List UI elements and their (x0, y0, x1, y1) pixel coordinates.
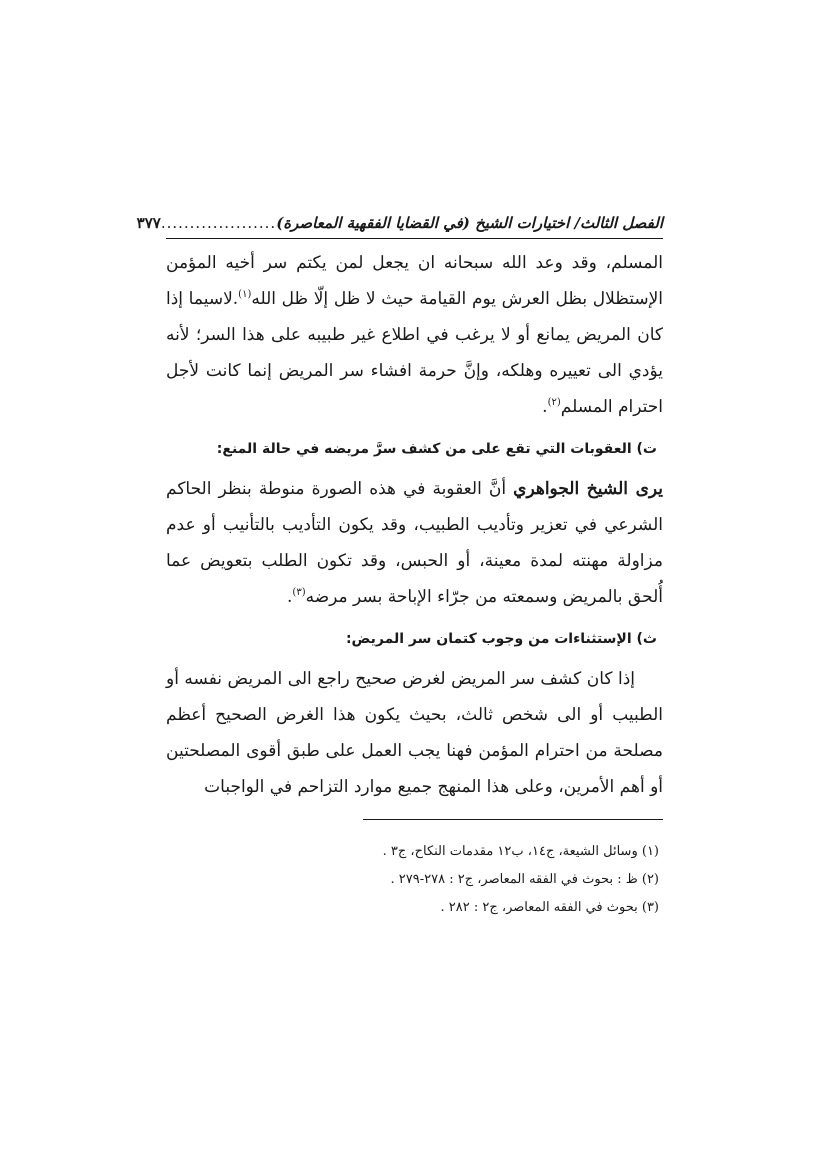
section-heading-ta: ت) العقوبات التي تقع على من كشف سرَّ مريضه في حالة المنع: (216, 441, 657, 457)
footnote-1: (١) وسائل الشيعة، ج١٤، ب١٢ مقدمات النكاح، ج٣ . (382, 844, 659, 859)
paragraph-2 (166, 471, 663, 615)
running-head (136, 214, 663, 239)
footnote-2: (٢) ظ : بحوث في الفقه المعاصر، ج٢ : ٢٧٨-٢٧٩ . (390, 872, 659, 887)
chapter-title: الفصل الثالث/ اختيارات الشيخ (في القضايا الفقهية المعاصرة) (276, 214, 663, 232)
footnotes (166, 838, 663, 922)
dot-leader: .................... (160, 214, 277, 232)
paragraph-2-text: أنَّ العقوبة في هذه الصورة منوطة بنظر الحاكم الشرعي في تعزير وتأديب الطبيب، وقد يكون التأديب بالتأنيب أو عدم مزاولة مهنته لمدة معينة، أو الحبس، وقد تكون الطلب بتعويض عما أُلحق بالمريض وسمعته من جرّاء الإباحة بسر مرضه (166, 479, 663, 607)
paragraph-1 (166, 245, 663, 425)
section-heading-tha: ث) الإستثناءات من وجوب كتمان سر المريض: (345, 631, 657, 647)
paragraph-3 (166, 661, 663, 805)
paragraph-2-end: . (287, 587, 293, 607)
footnote-ref-1: (١) (238, 289, 252, 300)
paragraph-1-end: . (542, 397, 548, 417)
footnote-ref-2: (٢) (547, 397, 561, 408)
page-number: ٣٧٧ (136, 214, 161, 232)
paragraph-2-lead: يرى الشيخ الجواهري (513, 479, 663, 499)
paragraph-3-text: إذا كان كشف سر المريض لغرض صحيح راجع الى المريض نفسه أو الطبيب أو الى شخص ثالث، بحيث يكون هذا الغرض الصحيح أعظم مصلحة من احترام المؤمن فهنا يجب العمل على طبق أقوى المصلحتين أو أهم الأمرين، وعلى هذا المنهج جميع موارد التزاحم في الواجبات (166, 669, 663, 797)
paragraph-1-text: المسلم، وقد وعد الله سبحانه ان يجعل لمن يكتم سر أخيه المؤمن الإستظلال بظل العرش يوم القيامة حيث لا ظل إلّا ظل الله (166, 253, 664, 309)
paragraph-1-text-after: .لاسيما إذا كان المريض يمانع أو لا يرغب في اطلاع غير طبيبه على هذا السر؛ لأنه يؤدي الى تعييره وهلكه، وإنَّ حرمة افشاء سر المريض إنما كانت لأجل احترام المسلم (166, 289, 663, 417)
footnote-divider (363, 819, 663, 820)
footnote-3: (٣) بحوث في الفقه المعاصر، ج٢ : ٢٨٢ . (440, 900, 659, 915)
footnote-ref-3: (٣) (292, 587, 306, 598)
book-page (136, 214, 664, 922)
